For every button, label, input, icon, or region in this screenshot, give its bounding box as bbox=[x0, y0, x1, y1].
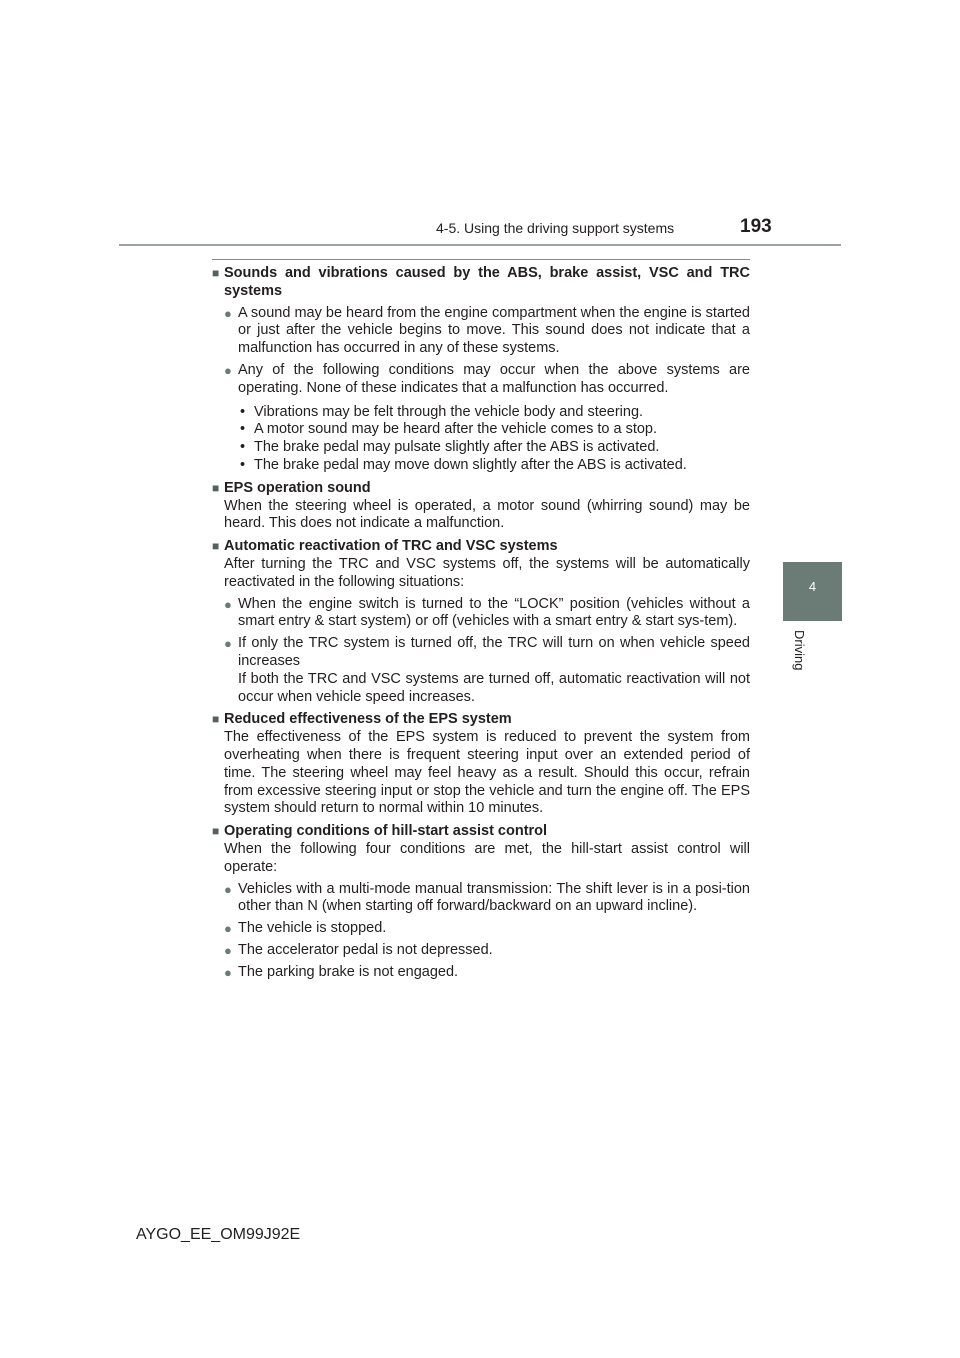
list-item-text: If only the TRC system is turned off, the TRC will turn on when vehicle speed increases If both the TRC and VSC systems are turned off, automatic reactivation will not occur when vehicle speed increases. bbox=[238, 635, 750, 705]
section-title: Sounds and vibrations caused by the ABS, brake assist, VSC and TRC systems bbox=[224, 265, 750, 299]
list-item bbox=[212, 362, 750, 398]
section-body: When the following four conditions are met, the hill-start assist control will operate: bbox=[224, 840, 750, 875]
section-title: Operating conditions of hill-start assist control bbox=[224, 823, 548, 840]
list-item-text: A sound may be heard from the engine compartment when the engine is started or just after the vehicle begins to move. This sound does not indicate that a malfunction has occurred in any of these systems. bbox=[238, 304, 750, 357]
section-abs-sounds bbox=[212, 265, 750, 475]
round-bullet-icon: ● bbox=[224, 921, 232, 937]
list-item-text: Vehicles with a multi-mode manual transmission: The shift lever is in a posi-tion other than N (when starting off forward/backward on an upward incline). bbox=[238, 880, 750, 915]
page-content bbox=[212, 265, 750, 986]
section-heading bbox=[212, 538, 750, 556]
round-bullet-icon: ● bbox=[224, 881, 232, 897]
section-body: After turning the TRC and VSC systems off, the systems will be automatically reactivated in the following situations: bbox=[224, 555, 750, 590]
section-title: EPS operation sound bbox=[224, 479, 371, 496]
dot-bullet-icon: • bbox=[240, 439, 246, 456]
section-title: Reduced effectiveness of the EPS system bbox=[224, 711, 512, 728]
square-bullet-icon: ■ bbox=[212, 539, 220, 554]
round-bullet-icon: ● bbox=[224, 964, 232, 980]
section-title: Automatic reactivation of TRC and VSC systems bbox=[224, 538, 558, 555]
section-heading bbox=[212, 711, 750, 729]
section-heading bbox=[212, 823, 750, 841]
section-heading bbox=[212, 265, 750, 301]
list-item bbox=[212, 881, 750, 917]
round-bullet-icon: ● bbox=[224, 305, 232, 321]
round-bullet-icon: ● bbox=[224, 596, 232, 612]
sub-list-item: • A motor sound may be heard after the vehicle comes to a stop. bbox=[240, 421, 657, 438]
chapter-tab-number: 4 bbox=[808, 579, 817, 594]
list-item-text: The parking brake is not engaged. bbox=[238, 963, 459, 980]
square-bullet-icon: ■ bbox=[212, 824, 220, 839]
section-body: The effectiveness of the EPS system is reduced to prevent the system from overheating when there is frequent steering input over an extended period of time. The steering wheel may feel heavy as a result. Should this occur, refrain from excessive steering input or stop the vehicle and turn the engine off. The EPS system should return to normal within 10 minutes. bbox=[224, 729, 750, 817]
list-item-text: When the engine switch is turned to the “LOCK” position (vehicles without a smart entry & start system) or off (vehicles with a smart entry & start sys-tem). bbox=[238, 595, 750, 630]
section-auto-reactivation bbox=[212, 538, 750, 706]
dot-bullet-icon: • bbox=[240, 456, 246, 473]
dot-bullet-icon: • bbox=[240, 403, 246, 420]
round-bullet-icon: ● bbox=[224, 942, 232, 958]
list-item-text: Any of the following conditions may occur when the above systems are operating. None of these indicates that a malfunction has occurred. bbox=[238, 361, 750, 396]
dot-bullet-icon: • bbox=[240, 421, 246, 438]
sub-list-item: • The brake pedal may pulsate slightly after the ABS is activated. bbox=[240, 439, 660, 456]
sub-list bbox=[238, 404, 750, 475]
list-item bbox=[212, 596, 750, 632]
section-eps-effectiveness bbox=[212, 711, 750, 818]
round-bullet-icon: ● bbox=[224, 362, 232, 378]
section-eps-sound bbox=[212, 480, 750, 533]
header-divider bbox=[119, 244, 841, 246]
document-code: AYGO_EE_OM99J92E bbox=[136, 1226, 301, 1243]
sub-list-item: • Vibrations may be felt through the vehicle body and steering. bbox=[240, 403, 644, 420]
list-item bbox=[212, 305, 750, 358]
list-item bbox=[212, 964, 750, 982]
page-number: 193 bbox=[740, 216, 772, 237]
content-divider bbox=[212, 259, 750, 260]
chapter-tab-label: Driving bbox=[792, 630, 807, 671]
section-heading bbox=[212, 480, 750, 498]
section-hill-start bbox=[212, 823, 750, 981]
list-item bbox=[212, 942, 750, 960]
section-body: When the steering wheel is operated, a motor sound (whirring sound) may be heard. This does not indicate a malfunction. bbox=[224, 497, 750, 532]
running-header: 4-5. Using the driving support systems bbox=[436, 220, 675, 236]
square-bullet-icon: ■ bbox=[212, 480, 220, 495]
square-bullet-icon: ■ bbox=[212, 266, 220, 280]
list-item bbox=[212, 920, 750, 938]
sub-list-item: • The brake pedal may move down slightly after the ABS is activated. bbox=[240, 456, 687, 473]
list-item-text: The accelerator pedal is not depressed. bbox=[238, 941, 493, 958]
round-bullet-icon: ● bbox=[224, 636, 232, 652]
list-item-text: The vehicle is stopped. bbox=[238, 920, 387, 937]
list-item bbox=[212, 635, 750, 706]
square-bullet-icon: ■ bbox=[212, 712, 220, 727]
